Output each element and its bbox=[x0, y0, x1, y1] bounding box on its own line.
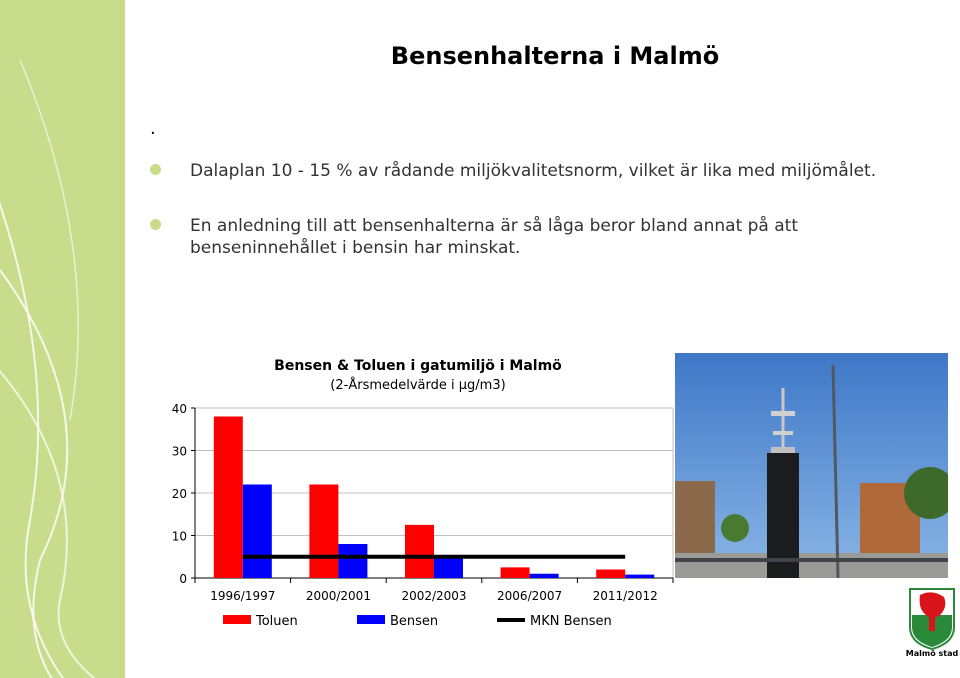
chart-subtitle: (2-Årsmedelvärde i µg/m3) bbox=[330, 378, 506, 393]
x-tick-label: 2000/2001 bbox=[305, 589, 371, 603]
x-tick-label: 2002/2003 bbox=[401, 589, 467, 603]
legend-label: Bensen bbox=[390, 614, 439, 629]
x-tick-label: 2011/2012 bbox=[592, 589, 658, 603]
bullet-icon bbox=[150, 219, 161, 230]
bar-bensen bbox=[530, 574, 559, 578]
bullet-text: En anledning till att bensenhalterna är så låga beror bland annat på att benseninnehållet i bensin har minskat. bbox=[190, 216, 798, 258]
bar-toluen bbox=[501, 567, 530, 578]
bar-bensen bbox=[338, 544, 367, 578]
bullet-icon bbox=[150, 164, 161, 175]
x-tick-label: 1996/1997 bbox=[210, 589, 276, 603]
bar-toluen bbox=[214, 417, 243, 579]
legend-swatch bbox=[223, 615, 251, 624]
legend-swatch bbox=[357, 615, 385, 624]
bar-toluen bbox=[596, 570, 625, 579]
bar-bensen bbox=[243, 485, 272, 579]
legend-label: MKN Bensen bbox=[530, 614, 612, 629]
sidebar-curves bbox=[0, 0, 125, 678]
bar-chart bbox=[160, 350, 675, 635]
y-tick-label: 10 bbox=[171, 529, 187, 544]
monitoring-station-photo bbox=[675, 353, 948, 578]
bar-bensen bbox=[625, 575, 654, 578]
bullet-text: Dalaplan 10 - 15 % av rådande miljökvalitetsnorm, vilket är lika med miljömålet. bbox=[190, 161, 877, 181]
bullet-item bbox=[150, 215, 940, 261]
y-tick-label: 20 bbox=[171, 487, 187, 501]
bar-toluen bbox=[309, 485, 338, 579]
sidebar-decoration bbox=[0, 0, 125, 678]
y-tick-label: 0 bbox=[179, 572, 187, 586]
legend-label: Toluen bbox=[256, 614, 298, 629]
y-tick-label: 30 bbox=[171, 444, 187, 459]
bar-toluen bbox=[405, 525, 434, 578]
chart-title: Bensen & Toluen i gatumiljö i Malmö bbox=[274, 358, 562, 374]
bullet-item bbox=[150, 160, 940, 206]
bar-bensen bbox=[434, 557, 463, 578]
slide-title: Bensenhalterna i Malmö bbox=[390, 42, 720, 70]
y-tick-label: 40 bbox=[171, 402, 187, 416]
stray-dot: . bbox=[150, 118, 156, 139]
malmo-stad-logo bbox=[904, 585, 960, 657]
x-tick-label: 2006/2007 bbox=[497, 589, 563, 603]
logo-text: Malmö stad bbox=[905, 649, 959, 657]
